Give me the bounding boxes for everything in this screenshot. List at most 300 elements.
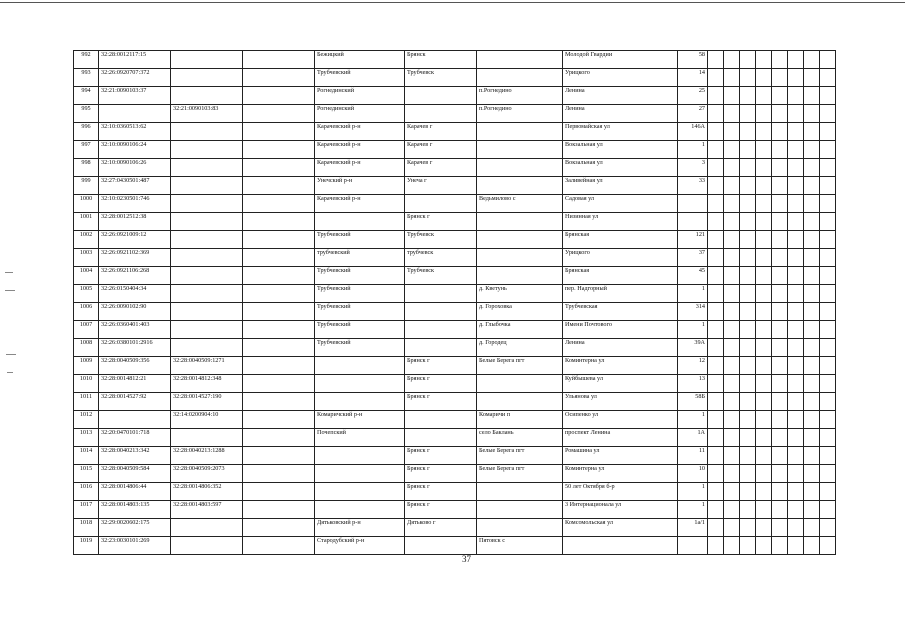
empty-cell [724,141,740,159]
empty-cell [708,267,724,285]
empty-cell [243,123,315,141]
empty-cell [740,447,756,465]
row-number: 1004 [74,267,99,285]
empty-cell [724,87,740,105]
cadastral-number: 32:26:0920707:372 [99,69,171,87]
city: Брянск г [405,465,477,483]
settlement: д. Глыбочка [477,321,563,339]
empty-cell [804,339,820,357]
table-row [74,501,836,519]
cadastral-number-2 [171,195,243,213]
city [405,339,477,357]
cadastral-number: 32:26:0380101:2916 [99,339,171,357]
empty-cell [243,501,315,519]
street: Заливейная ул [563,177,678,195]
street: Низинная ул [563,213,678,231]
district: Трубчевский [315,321,405,339]
street: Коминтерна ул [563,465,678,483]
settlement [477,159,563,177]
empty-cell [724,195,740,213]
table-row [74,69,836,87]
empty-cell [243,159,315,177]
empty-cell [772,519,788,537]
empty-cell [740,483,756,501]
cadastral-number: 32:28:0012117:15 [99,51,171,69]
empty-cell [788,411,804,429]
cadastral-number-2 [171,51,243,69]
house-number: 13 [678,375,708,393]
empty-cell [243,375,315,393]
street: Ленина [563,339,678,357]
empty-cell [708,123,724,141]
district: Трубчевский [315,231,405,249]
empty-cell [756,231,772,249]
empty-cell [788,105,804,123]
city: Брянск [405,51,477,69]
street: Имени Почтового [563,321,678,339]
empty-cell [740,285,756,303]
empty-cell [772,537,788,555]
cadastral-number: 32:28:0014527:92 [99,393,171,411]
city [405,105,477,123]
cadastral-number: 32:26:0090102:90 [99,303,171,321]
empty-cell [820,249,836,267]
house-number: 14 [678,69,708,87]
street: Куйбышева ул [563,375,678,393]
cadastral-number-2 [171,429,243,447]
settlement [477,231,563,249]
street: Урицкого [563,249,678,267]
empty-cell [788,429,804,447]
empty-cell [788,159,804,177]
table-row [74,321,836,339]
empty-cell [804,105,820,123]
page-number: 37 [462,554,471,564]
house-number: 146А [678,123,708,141]
empty-cell [243,141,315,159]
house-number [678,213,708,231]
cadastral-number-2: 32:28:0040213:1288 [171,447,243,465]
cadastral-number-2 [171,177,243,195]
row-number: 1018 [74,519,99,537]
settlement [477,69,563,87]
empty-cell [724,429,740,447]
city [405,303,477,321]
district: Трубчевский [315,339,405,357]
city: Трубчевск [405,69,477,87]
empty-cell [756,123,772,141]
empty-cell [243,519,315,537]
empty-cell [756,87,772,105]
cadastral-number: 32:28:0014803:135 [99,501,171,519]
house-number: 10 [678,465,708,483]
settlement: Белые Берега пгт [477,447,563,465]
empty-cell [788,195,804,213]
city: Брянск г [405,357,477,375]
house-number: 314 [678,303,708,321]
settlement [477,51,563,69]
empty-cell [243,195,315,213]
empty-cell [756,105,772,123]
city: Брянск г [405,213,477,231]
row-number: 994 [74,87,99,105]
empty-cell [804,321,820,339]
empty-cell [756,213,772,231]
empty-cell [788,447,804,465]
row-number: 995 [74,105,99,123]
cadastral-number-2 [171,537,243,555]
empty-cell [708,465,724,483]
empty-cell [820,267,836,285]
empty-cell [772,411,788,429]
street: Вокзальная ул [563,159,678,177]
street: 50 лет Октября б-р [563,483,678,501]
settlement: Ведьмиловo с [477,195,563,213]
district: трубчевский [315,249,405,267]
empty-cell [708,303,724,321]
empty-cell [756,159,772,177]
empty-cell [708,141,724,159]
settlement: д. Кветунь [477,285,563,303]
empty-cell [243,537,315,555]
empty-cell [724,213,740,231]
table-row [74,393,836,411]
empty-cell [788,249,804,267]
empty-cell [820,213,836,231]
empty-cell [788,87,804,105]
empty-cell [740,537,756,555]
table-row [74,123,836,141]
house-number: 3 [678,159,708,177]
settlement [477,123,563,141]
empty-cell [740,321,756,339]
empty-cell [708,195,724,213]
empty-cell [788,285,804,303]
district: Трубчевский [315,69,405,87]
empty-cell [724,519,740,537]
street: Вокзальная ул [563,141,678,159]
empty-cell [788,213,804,231]
cadastral-number-2: 32:14:0200904:10 [171,411,243,429]
settlement: п.Рогнедино [477,105,563,123]
empty-cell [820,429,836,447]
empty-cell [804,177,820,195]
row-number: 1013 [74,429,99,447]
empty-cell [772,339,788,357]
city [405,195,477,213]
district [315,375,405,393]
empty-cell [820,537,836,555]
empty-cell [788,51,804,69]
empty-cell [740,393,756,411]
empty-cell [772,87,788,105]
empty-cell [804,537,820,555]
cadastral-number-2 [171,123,243,141]
empty-cell [708,357,724,375]
cadastral-number: 32:28:0040213:342 [99,447,171,465]
street: Трубчевская [563,303,678,321]
empty-cell [756,51,772,69]
cadastral-number: 32:27:0430501:487 [99,177,171,195]
empty-cell [724,105,740,123]
empty-cell [740,429,756,447]
empty-cell [740,123,756,141]
cadastral-number-2: 32:28:0014806:352 [171,483,243,501]
empty-cell [740,267,756,285]
cadastral-number-2 [171,321,243,339]
cadastral-number: 32:28:0014806:44 [99,483,171,501]
house-number: 45 [678,267,708,285]
empty-cell [788,537,804,555]
empty-cell [788,303,804,321]
empty-cell [772,447,788,465]
settlement [477,249,563,267]
cadastral-number-2: 32:21:0090103:83 [171,105,243,123]
empty-cell [243,303,315,321]
empty-cell [740,375,756,393]
city: Трубчевск [405,267,477,285]
margin-mark [7,372,13,373]
settlement: Белые Берега пгт [477,357,563,375]
empty-cell [772,393,788,411]
empty-cell [820,321,836,339]
empty-cell [788,69,804,87]
table-row [74,537,836,555]
table-row [74,231,836,249]
row-number: 1001 [74,213,99,231]
empty-cell [756,429,772,447]
empty-cell [740,213,756,231]
street: 3 Интернационала ул [563,501,678,519]
street: пер. Надгорный [563,285,678,303]
empty-cell [708,69,724,87]
settlement: Пятовск с [477,537,563,555]
empty-cell [756,285,772,303]
settlement [477,177,563,195]
empty-cell [756,447,772,465]
empty-cell [756,177,772,195]
table-row [74,87,836,105]
city [405,285,477,303]
district [315,483,405,501]
empty-cell [724,177,740,195]
street: Первомайская ул [563,123,678,141]
street: проспект Ленина [563,429,678,447]
row-number: 1003 [74,249,99,267]
table-row [74,429,836,447]
street: Ульянова ул [563,393,678,411]
empty-cell [724,537,740,555]
empty-cell [804,501,820,519]
city: Карачев г [405,141,477,159]
table-row [74,249,836,267]
empty-cell [788,519,804,537]
empty-cell [772,321,788,339]
district: Рогнединский [315,105,405,123]
city: Унеча г [405,177,477,195]
city: Брянск г [405,393,477,411]
empty-cell [724,285,740,303]
empty-cell [804,429,820,447]
district: Трубчевский [315,303,405,321]
empty-cell [243,339,315,357]
empty-cell [724,321,740,339]
empty-cell [740,501,756,519]
street: Комсомольская ул [563,519,678,537]
margin-mark [5,272,13,273]
table-row [74,267,836,285]
empty-cell [740,465,756,483]
cadastral-number: 32:10:0230501:746 [99,195,171,213]
empty-cell [243,321,315,339]
cadastral-number: 32:26:0921106:268 [99,267,171,285]
street: Коминтерна ул [563,357,678,375]
house-number: 58Б [678,393,708,411]
city: Карачев г [405,159,477,177]
empty-cell [820,231,836,249]
empty-cell [708,447,724,465]
row-number: 1014 [74,447,99,465]
empty-cell [708,159,724,177]
table-row [74,51,836,69]
city [405,321,477,339]
district: Стародубский р-н [315,537,405,555]
empty-cell [756,411,772,429]
house-number: 39А [678,339,708,357]
empty-cell [756,339,772,357]
house-number: 1 [678,411,708,429]
empty-cell [788,501,804,519]
empty-cell [772,285,788,303]
cadastral-number-2 [171,87,243,105]
row-number: 992 [74,51,99,69]
empty-cell [243,267,315,285]
empty-cell [756,375,772,393]
empty-cell [756,537,772,555]
settlement: д. Гороховка [477,303,563,321]
empty-cell [708,501,724,519]
empty-cell [724,375,740,393]
empty-cell [756,483,772,501]
empty-cell [708,429,724,447]
register-table [73,50,836,555]
empty-cell [724,339,740,357]
empty-cell [772,465,788,483]
empty-cell [820,141,836,159]
empty-cell [740,195,756,213]
city: Брянск г [405,483,477,501]
empty-cell [820,483,836,501]
empty-cell [724,303,740,321]
empty-cell [708,177,724,195]
empty-cell [788,321,804,339]
house-number: 1 [678,483,708,501]
empty-cell [243,411,315,429]
table-row [74,375,836,393]
cadastral-number: 32:28:0012512:38 [99,213,171,231]
empty-cell [788,177,804,195]
district: Комаричский р-н [315,411,405,429]
table-row [74,339,836,357]
table-row [74,213,836,231]
table-row [74,465,836,483]
settlement: п.Рогнедино [477,87,563,105]
table-row [74,411,836,429]
cadastral-number-2 [171,303,243,321]
empty-cell [788,357,804,375]
table-body [74,51,836,555]
empty-cell [820,105,836,123]
empty-cell [724,267,740,285]
cadastral-number: 32:26:0921102:369 [99,249,171,267]
table-row [74,447,836,465]
city: Брянск г [405,375,477,393]
empty-cell [772,141,788,159]
empty-cell [804,483,820,501]
empty-cell [756,267,772,285]
empty-cell [724,123,740,141]
table-row [74,303,836,321]
empty-cell [243,213,315,231]
district [315,501,405,519]
empty-cell [243,357,315,375]
empty-cell [788,267,804,285]
empty-cell [243,51,315,69]
empty-cell [756,141,772,159]
empty-cell [804,213,820,231]
empty-cell [788,141,804,159]
empty-cell [820,519,836,537]
empty-cell [788,483,804,501]
street: Ромашина ул [563,447,678,465]
city: Дятьково г [405,519,477,537]
row-number: 1019 [74,537,99,555]
cadastral-number-2: 32:28:0014812:348 [171,375,243,393]
empty-cell [243,465,315,483]
empty-cell [820,339,836,357]
empty-cell [740,105,756,123]
district [315,447,405,465]
house-number [678,195,708,213]
city [405,537,477,555]
cadastral-number-2 [171,249,243,267]
empty-cell [772,213,788,231]
empty-cell [708,411,724,429]
empty-cell [740,519,756,537]
empty-cell [804,69,820,87]
margin-mark [6,354,16,355]
house-number: 27 [678,105,708,123]
empty-cell [756,465,772,483]
empty-cell [740,303,756,321]
table-row [74,105,836,123]
house-number: 1 [678,141,708,159]
table-row [74,357,836,375]
empty-cell [772,429,788,447]
row-number: 1011 [74,393,99,411]
house-number: 1 [678,321,708,339]
row-number: 1015 [74,465,99,483]
district [315,393,405,411]
empty-cell [243,393,315,411]
cadastral-number-2 [171,267,243,285]
empty-cell [724,51,740,69]
district: Карачевский р-н [315,141,405,159]
empty-cell [772,231,788,249]
row-number: 1016 [74,483,99,501]
street: Садовая ул [563,195,678,213]
empty-cell [708,339,724,357]
